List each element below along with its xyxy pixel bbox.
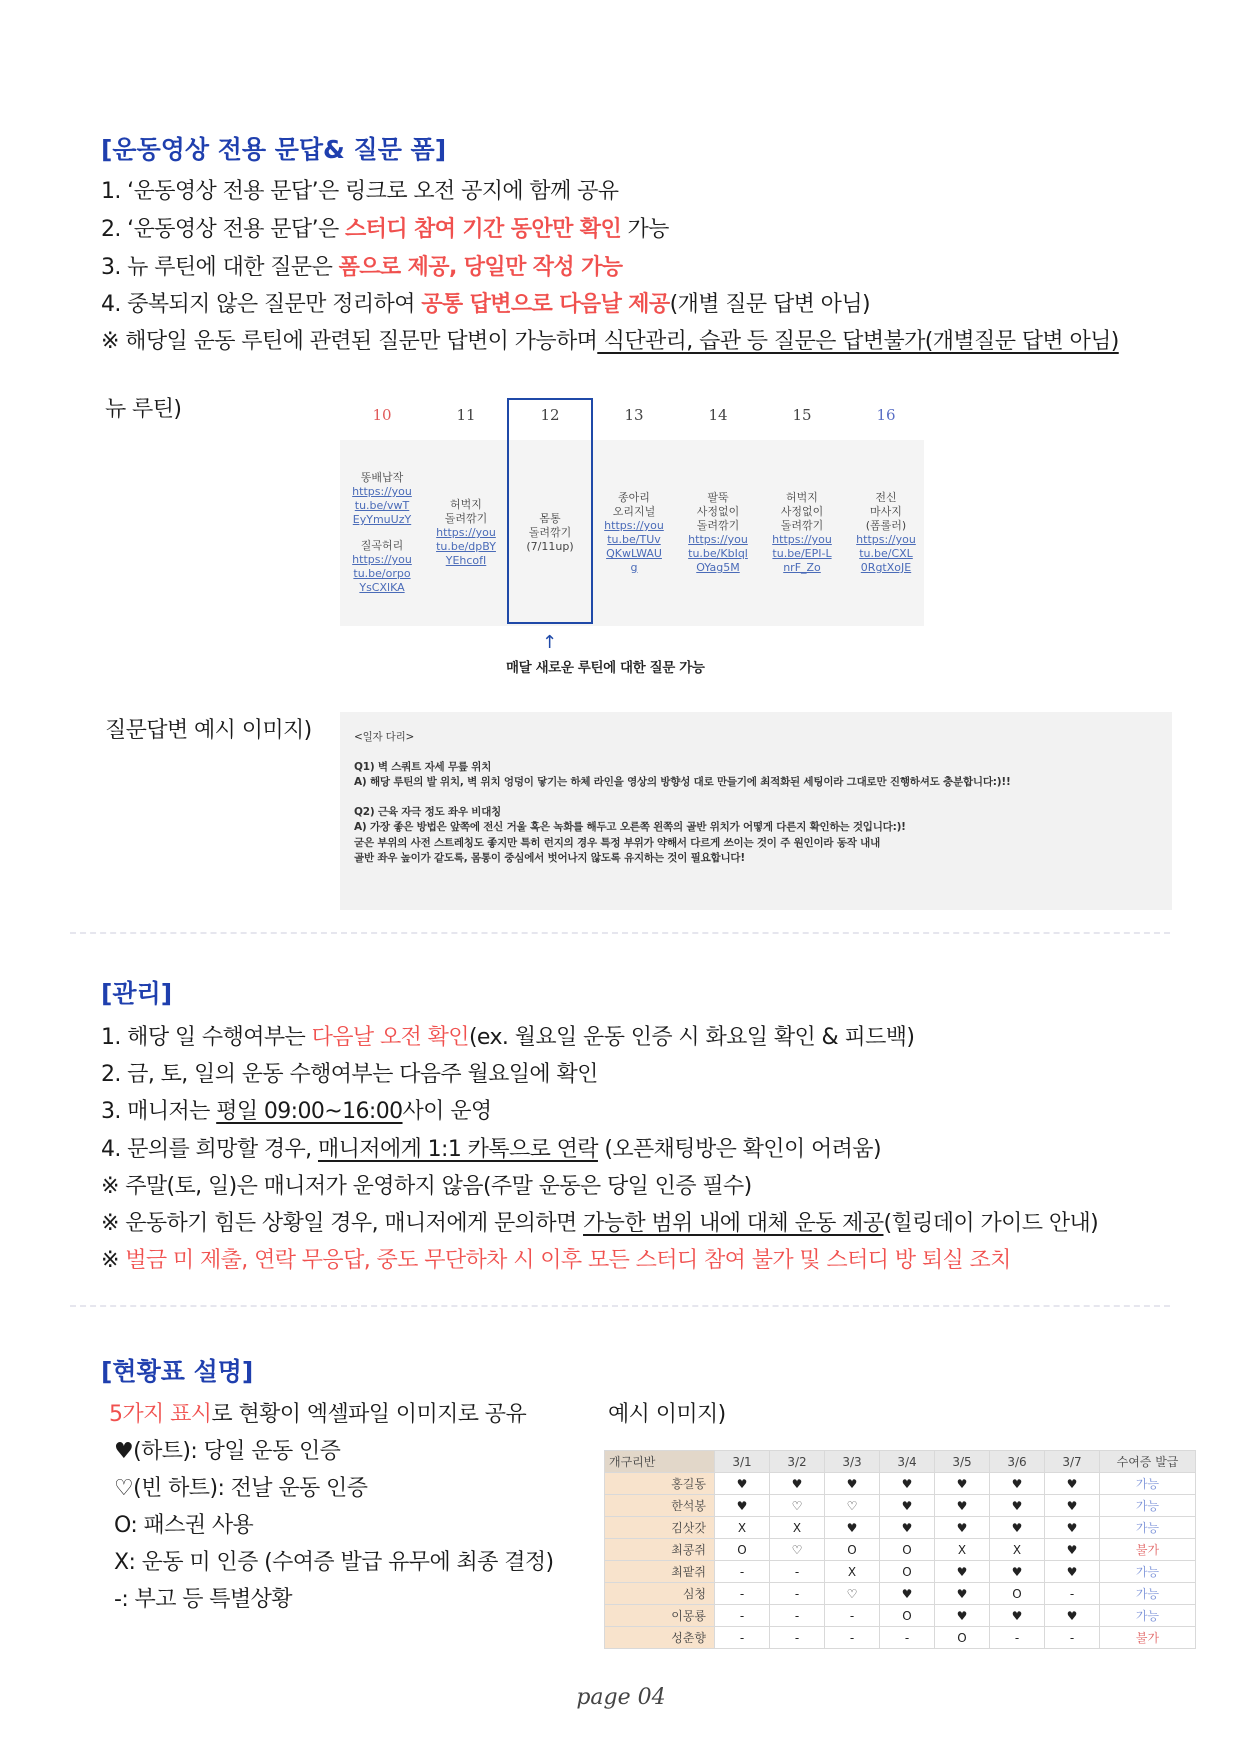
routine-name: 사정없이	[696, 505, 740, 518]
date-header: 3/4	[880, 1451, 935, 1473]
attendance-mark: -	[715, 1583, 770, 1605]
qa-heading: <일자 다리>	[354, 731, 415, 743]
status-example-label: 예시 이미지)	[608, 1402, 726, 1427]
certificate-status: 가능	[1100, 1605, 1196, 1627]
table-header-row	[605, 1451, 1196, 1473]
certificate-status: 가능	[1100, 1583, 1196, 1605]
table-row	[605, 1627, 1196, 1649]
qa-rule-note: ※ 해당일 운동 루틴에 관련된 질문만 답변이 가능하며 식단관리, 습관 등 질문은 답변불가(개별질문 답변 아님)	[101, 329, 1119, 354]
legend-item: ♥(하트): 당일 운동 인증	[114, 1439, 341, 1464]
routine-name: 질곡허리	[360, 539, 404, 552]
qa-rule-4: 4. 중복되지 않은 질문만 정리하여 공통 답변으로 다음날 제공(개별 질문 답변 아님)	[101, 292, 870, 317]
member-name: 이몽룡	[605, 1605, 715, 1627]
date-header: 3/2	[770, 1451, 825, 1473]
attendance-mark: -	[990, 1627, 1045, 1649]
attendance-mark: ♡	[770, 1495, 825, 1517]
calendar-day-14: 14	[708, 406, 728, 424]
attendance-mark: ♥	[935, 1495, 990, 1517]
calendar-cell-10	[340, 440, 424, 626]
table-row	[605, 1517, 1196, 1539]
routine-calendar	[340, 396, 924, 630]
routine-name: 돌려깎기	[528, 526, 572, 539]
routine-name: 돌려깎기	[696, 519, 740, 532]
attendance-mark: ♥	[825, 1473, 880, 1495]
member-name: 최팥쥐	[605, 1561, 715, 1583]
attendance-mark: -	[770, 1561, 825, 1583]
routine-name: 몸통	[539, 512, 561, 525]
attendance-mark: ♥	[770, 1473, 825, 1495]
routine-name: 오리지널	[612, 505, 656, 518]
calendar-day-12: 12	[540, 406, 560, 424]
attendance-mark: -	[770, 1627, 825, 1649]
attendance-mark: -	[825, 1605, 880, 1627]
status-header: 수여증 발급	[1100, 1451, 1196, 1473]
attendance-mark: X	[990, 1539, 1045, 1561]
date-header: 3/6	[990, 1451, 1045, 1473]
table-row	[605, 1473, 1196, 1495]
qa-rule-1: 1. ‘운동영상 전용 문답’은 링크로 오전 공지에 함께 공유	[101, 179, 619, 204]
attendance-mark: ♥	[935, 1583, 990, 1605]
qa-question-2: Q2) 근육 자극 정도 좌우 비대칭	[354, 805, 502, 818]
attendance-mark: X	[935, 1539, 990, 1561]
attendance-mark: ♥	[880, 1517, 935, 1539]
routine-name: 사정없이	[780, 505, 824, 518]
attendance-mark: ♥	[935, 1517, 990, 1539]
member-name: 김삿갓	[605, 1517, 715, 1539]
group-name: 개구리반	[605, 1451, 715, 1473]
qa-answer-2-cont: 골반 좌우 높이가 같도록, 몸통이 중심에서 벗어나지 않도록 유지하는 것이 필요합니다!	[354, 852, 745, 864]
attendance-mark: O	[880, 1539, 935, 1561]
attendance-mark: ♥	[1045, 1605, 1100, 1627]
member-name: 한석봉	[605, 1495, 715, 1517]
attendance-mark: X	[770, 1517, 825, 1539]
mgmt-rule-4: 4. 문의를 희망할 경우, 매니저에게 1:1 카톡으로 연락 (오픈채팅방은 확인이 어려움)	[101, 1137, 881, 1162]
attendance-mark: O	[990, 1583, 1045, 1605]
calendar-cell-15	[760, 440, 844, 626]
qa-answer-1: A) 해당 루틴의 발 위치, 벽 위치 엉덩이 닿기는 하체 라인을 영상의 방향성 대로 만들기에 최적화된 세팅이라 그대로만 진행하셔도 충분합니다:)!!	[354, 776, 1011, 788]
qa-rule-2: 2. ‘운동영상 전용 문답’은 스터디 참여 기간 동안만 확인 가능	[101, 217, 669, 242]
certificate-status: 가능	[1100, 1517, 1196, 1539]
legend-item: -: 부고 등 특별상황	[114, 1587, 292, 1612]
attendance-mark: O	[825, 1539, 880, 1561]
attendance-mark: ♥	[1045, 1561, 1100, 1583]
qa-answer-2-cont: 굳은 부위의 사전 스트레칭도 좋지만 특히 런지의 경우 특정 부위가 약해서 다르게 쓰이는 것이 주 원인이라 동작 내내	[354, 836, 881, 849]
attendance-mark: ♥	[1045, 1517, 1100, 1539]
table-row	[605, 1605, 1196, 1627]
member-name: 성춘향	[605, 1627, 715, 1649]
attendance-mark: ♥	[880, 1495, 935, 1517]
qa-example-label: 질문답변 예시 이미지)	[105, 718, 312, 743]
attendance-mark: ♥	[880, 1473, 935, 1495]
attendance-mark: O	[880, 1561, 935, 1583]
routine-name: 돌려깎기	[780, 519, 824, 532]
page-number: page 04	[576, 1685, 666, 1710]
attendance-mark: ♥	[990, 1473, 1045, 1495]
table-row	[605, 1495, 1196, 1517]
attendance-mark: ♥	[715, 1495, 770, 1517]
attendance-mark: O	[880, 1605, 935, 1627]
mgmt-rule-1: 1. 해당 일 수행여부는 다음날 오전 확인(ex. 월요일 운동 인증 시 화요일 확인 & 피드백)	[101, 1025, 915, 1050]
date-header: 3/5	[935, 1451, 990, 1473]
calendar-day-11: 11	[456, 406, 476, 424]
calendar-day-10: 10	[372, 406, 392, 424]
certificate-status: 불가	[1100, 1627, 1196, 1649]
calendar-cell-11	[424, 440, 508, 626]
routine-name: 팔뚝	[707, 491, 729, 504]
legend-item: ♡(빈 하트): 전날 운동 인증	[114, 1476, 368, 1501]
routine-note: 매달 새로운 루틴에 대한 질문 가능	[506, 660, 705, 676]
selected-day-highlight	[507, 398, 593, 624]
attendance-mark: ♥	[715, 1473, 770, 1495]
attendance-mark: -	[825, 1627, 880, 1649]
attendance-mark: ♥	[1045, 1473, 1100, 1495]
attendance-mark: ♥	[990, 1495, 1045, 1517]
attendance-mark: ♥	[990, 1605, 1045, 1627]
qa-answer-2: A) 가장 좋은 방법은 앞쪽에 전신 거울 혹은 녹화를 해두고 오른쪽 왼쪽의 골반 위치가 어떻게 다른지 확인하는 것입니다:)!	[354, 821, 906, 833]
calendar-day-16: 16	[876, 406, 896, 424]
qa-question-1: Q1) 벽 스쿼트 자세 무릎 위치	[354, 760, 492, 773]
mgmt-rule-2: 2. 금, 토, 일의 운동 수행여부는 다음주 월요일에 확인	[101, 1062, 598, 1087]
routine-video-link[interactable]: https://youtu.be/CXL0RgtXoJE	[856, 533, 916, 574]
routine-video-link[interactable]: https://youtu.be/EPI-LnrF_Zo	[772, 533, 832, 574]
routine-video-link[interactable]: https://youtu.be/dpBYYEhcofI	[436, 526, 496, 567]
attendance-mark: O	[935, 1627, 990, 1649]
attendance-mark: ♡	[825, 1583, 880, 1605]
attendance-mark: -	[715, 1627, 770, 1649]
attendance-mark: -	[1045, 1583, 1100, 1605]
attendance-mark: X	[715, 1517, 770, 1539]
attendance-mark: -	[770, 1583, 825, 1605]
qa-example-image	[340, 712, 1172, 910]
routine-name: (7/11up)	[526, 540, 574, 553]
attendance-mark: ♥	[990, 1561, 1045, 1583]
attendance-mark: ♥	[935, 1605, 990, 1627]
certificate-status: 가능	[1100, 1561, 1196, 1583]
status-table-image	[604, 1450, 1196, 1656]
new-routine-label: 뉴 루틴)	[105, 397, 182, 422]
attendance-mark: ♥	[1045, 1539, 1100, 1561]
section-title-status: [현황표 설명]	[101, 1357, 254, 1386]
section-divider	[70, 1305, 1170, 1307]
routine-name: 똥배납작	[360, 471, 404, 484]
attendance-mark: ♡	[825, 1495, 880, 1517]
attendance-mark: O	[715, 1539, 770, 1561]
mgmt-rule-3: 3. 매니저는 평일 09:00~16:00사이 운영	[101, 1099, 492, 1124]
date-header: 3/3	[825, 1451, 880, 1473]
attendance-mark: ♥	[935, 1473, 990, 1495]
section-title-management: [관리]	[101, 979, 173, 1008]
member-name: 최콩쥐	[605, 1539, 715, 1561]
routine-name: (폼롤러)	[865, 519, 907, 532]
calendar-cell-13	[592, 440, 676, 626]
legend-item: X: 운동 미 인증 (수여증 발급 유무에 최종 결정)	[114, 1550, 554, 1575]
mgmt-note-penalty: ※ 벌금 미 제출, 연락 무응답, 중도 무단하차 시 이후 모든 스터디 참여 불가 및 스터디 방 퇴실 조치	[101, 1248, 1011, 1273]
attendance-mark: -	[1045, 1627, 1100, 1649]
calendar-day-13: 13	[624, 406, 644, 424]
attendance-mark: -	[880, 1627, 935, 1649]
routine-name: 허벅지	[450, 498, 482, 511]
mgmt-note-alternative: ※ 운동하기 힘든 상황일 경우, 매니저에게 문의하면 가능한 범위 내에 대체 운동 제공(힐링데이 가이드 안내)	[101, 1211, 1099, 1236]
attendance-mark: ♥	[990, 1517, 1045, 1539]
attendance-mark: ♥	[1045, 1495, 1100, 1517]
calendar-cell-16	[844, 440, 928, 626]
mgmt-note-weekend: ※ 주말(토, 일)은 매니저가 운영하지 않음(주말 운동은 당일 인증 필수)	[101, 1174, 752, 1199]
member-name: 심청	[605, 1583, 715, 1605]
routine-name: 돌려깎기	[444, 512, 488, 525]
certificate-status: 가능	[1100, 1473, 1196, 1495]
attendance-mark: -	[715, 1605, 770, 1627]
certificate-status: 가능	[1100, 1495, 1196, 1517]
table-row	[605, 1561, 1196, 1583]
attendance-mark: X	[825, 1561, 880, 1583]
routine-name: 종아리	[618, 491, 650, 504]
legend-item: O: 패스권 사용	[114, 1513, 254, 1538]
section-title-qa-form: [운동영상 전용 문답& 질문 폼]	[101, 135, 447, 164]
date-header: 3/1	[715, 1451, 770, 1473]
attendance-mark: ♥	[825, 1517, 880, 1539]
calendar-cell-14	[676, 440, 760, 626]
attendance-mark: ♡	[770, 1539, 825, 1561]
routine-video-link[interactable]: https://youtu.be/orpoYsCXlKA	[352, 553, 412, 594]
date-header: 3/7	[1045, 1451, 1100, 1473]
member-name: 홍길동	[605, 1473, 715, 1495]
routine-name: 마사지	[870, 505, 902, 518]
attendance-mark: -	[770, 1605, 825, 1627]
calendar-day-15: 15	[792, 406, 812, 424]
certificate-status: 불가	[1100, 1539, 1196, 1561]
routine-video-link[interactable]: https://youtu.be/KbIqlOYag5M	[688, 533, 748, 574]
section-divider	[70, 932, 1170, 934]
attendance-mark: ♥	[880, 1583, 935, 1605]
table-row	[605, 1583, 1196, 1605]
arrow-up-icon: ↑	[542, 632, 558, 653]
routine-name: 허벅지	[786, 491, 818, 504]
table-row	[605, 1539, 1196, 1561]
attendance-mark: ♥	[935, 1561, 990, 1583]
routine-video-link[interactable]: https://youtu.be/vwTEyYmuUzY	[352, 485, 412, 526]
routine-video-link[interactable]: https://youtu.be/TUvQKwLWAUg	[604, 519, 664, 574]
status-intro: 5가지 표시로 현황이 엑셀파일 이미지로 공유	[109, 1402, 527, 1427]
routine-name: 전신	[875, 491, 897, 504]
attendance-mark: -	[715, 1561, 770, 1583]
qa-rule-3: 3. 뉴 루틴에 대한 질문은 폼으로 제공, 당일만 작성 가능	[101, 255, 623, 280]
